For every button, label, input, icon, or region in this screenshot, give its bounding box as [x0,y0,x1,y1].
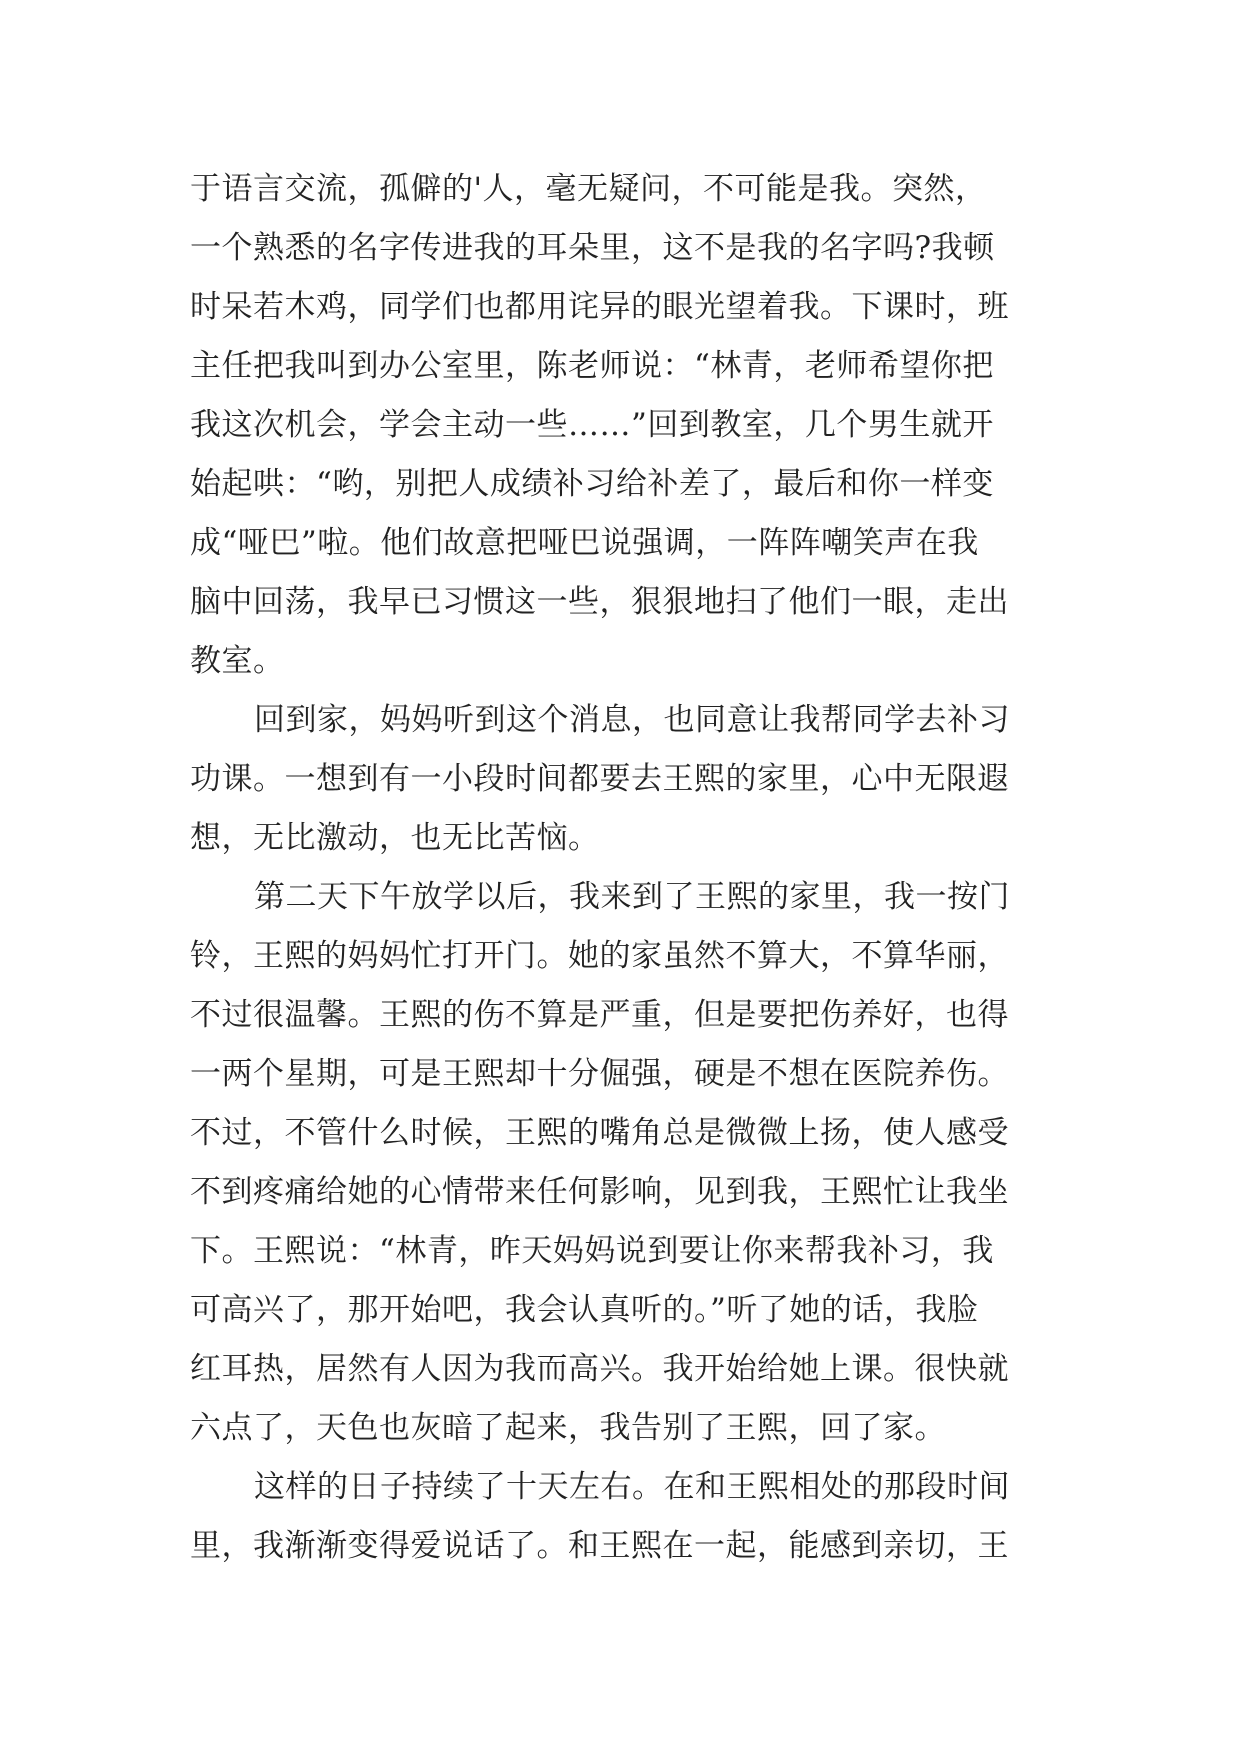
text-line: 这样的日子持续了十天左右。在和王熙相处的那段时间 [254,1469,1010,1505]
text-line: 主任把我叫到办公室里，陈老师说：“林青，老师希望你把 [190,348,994,384]
text-line: 想，无比激动，也无比苦恼。 [190,820,600,856]
text-line: 于语言交流，孤僻的'人，毫无疑问，不可能是我。突然， [190,171,987,207]
text-line: 一个熟悉的名字传进我的耳朵里，这不是我的名字吗?我顿 [190,230,995,266]
paragraph [190,691,1070,868]
text-line: 红耳热，居然有人因为我而高兴。我开始给她上课。很快就 [190,1351,1009,1387]
text-line: 成“哑巴”啦。他们故意把哑巴说强调，一阵阵嘲笑声在我 [190,525,979,561]
text-line: 功课。一想到有一小段时间都要去王熙的家里，心中无限遐 [190,761,1009,797]
text-line: 始起哄：“哟，别把人成绩补习给补差了，最后和你一样变 [190,466,994,502]
text-line: 第二天下午放学以后，我来到了王熙的家里，我一按门 [254,879,1010,915]
text-line: 不过，不管什么时候，王熙的嘴角总是微微上扬，使人感受 [190,1115,1009,1151]
paragraph [190,1458,1070,1576]
text-line: 我这次机会，学会主动一些……”回到教室，几个男生就开 [190,407,994,443]
text-line: 教室。 [190,643,285,679]
paragraph [190,868,1070,1458]
text-line: 不到疼痛给她的心情带来任何影响，见到我，王熙忙让我坐 [190,1174,1009,1210]
text-line: 脑中回荡，我早已习惯这一些，狠狠地扫了他们一眼，走出 [190,584,1009,620]
paragraph [190,160,1070,691]
body-text [190,160,1070,1576]
text-line: 可高兴了，那开始吧，我会认真听的。”听了她的话，我脸 [190,1292,979,1328]
text-line: 六点了，天色也灰暗了起来，我告别了王熙，回了家。 [190,1410,946,1446]
text-line: 一两个星期，可是王熙却十分倔强，硬是不想在医院养伤。 [190,1056,1009,1092]
text-line: 不过很温馨。王熙的伤不算是严重，但是要把伤养好，也得 [190,997,1009,1033]
text-line: 时呆若木鸡，同学们也都用诧异的眼光望着我。下课时，班 [190,289,1009,325]
text-line: 铃，王熙的妈妈忙打开门。她的家虽然不算大，不算华丽， [190,938,1009,974]
text-line: 回到家，妈妈听到这个消息，也同意让我帮同学去补习 [254,702,1010,738]
text-line: 里，我渐渐变得爱说话了。和王熙在一起，能感到亲切，王 [190,1528,1009,1564]
text-line: 下。王熙说：“林青，昨天妈妈说到要让你来帮我补习，我 [190,1233,994,1269]
